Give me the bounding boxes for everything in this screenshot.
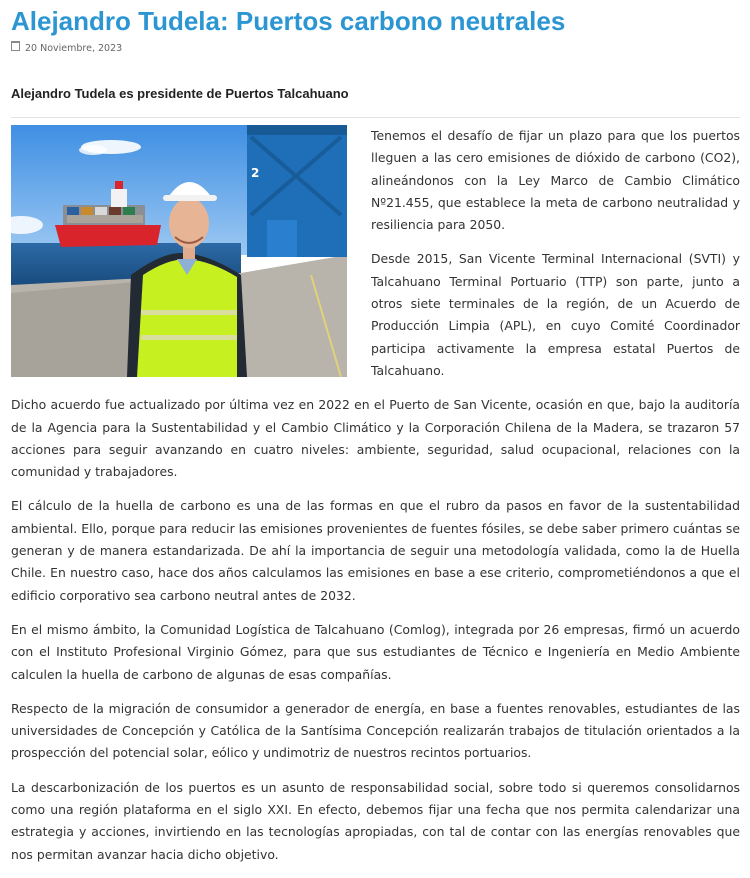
article-body [11,125,740,878]
paragraph: Respecto de la migración de consumidor a generador de energía, en base a fuentes renovables, estudiantes de las universidades de Concepción y Católica de la Santísima Concepción realizarán trabajos de titulación orientados a la prospección del potencial solar, eólico y undimotriz de nuestros recintos portuarios. [11,700,740,761]
article-title: Alejandro Tudela: Puertos carbono neutrales [11,6,566,36]
paragraph: Dicho acuerdo fue actualizado por última vez en 2022 en el Puerto de San Vicente, ocasión en que, bajo la auditoría de la Agencia para la Sustentabilidad y el Cambio Climático y la Corporación Chilena de la Madera, se trazaron 57 acciones para seguir avanzando en cuatro niveles: ambiente, seguridad, salud ocupacional, relaciones con la comunidad y trabajadores. [11,397,740,480]
photo-crane-number: 2 [251,166,260,180]
paragraph: En el mismo ámbito, la Comunidad Logística de Talcahuano (Comlog), integrada por 26 empresas, firmó un acuerdo con el Instituto Profesional Virginio Gómez, para que sus estudiantes de Técnico e Ingeniería en Medio Ambiente calculen la huella de carbono de algunas de esas compañías. [11,621,740,682]
paragraph: Tenemos el desafío de fijar un plazo para que los puertos lleguen a las cero emisiones de dióxido de carbono (CO2), alineándonos con la Ley Marco de Cambio Climático Nº21.455, que establece la meta de carbono neutralidad y resiliencia para 2050. [371,128,740,233]
paragraph: Desde 2015, San Vicente Terminal Internacional (SVTI) y Talcahuano Terminal Portuario (TTP) son parte, junto a otros siete terminales de la región, de un Acuerdo de Producción Limpia (APL), en cuyo Comité Coordinador participa activamente la empresa estatal Puertos de Talcahuano. [371,251,740,378]
article-meta [11,41,122,55]
article-date: 20 Noviembre, 2023 [25,43,123,54]
article-subtitle: Alejandro Tudela es presidente de Puertos Talcahuano [11,86,349,101]
photo-spacer [11,125,371,377]
paragraph: El cálculo de la huella de carbono es una de las formas en que el rubro da pasos en favor de la sustentabilidad ambiental. Ello, porque para reducir las emisiones provenientes de fuentes fósiles, se debe saber primero cuántas se generan y de manera estandarizada. De ahí la importancia de seguir una metodología validada, como la de Huella Chile. En nuestro caso, hace dos años calculamos las emisiones en base a ese criterio, comprometiéndonos a que el edificio corporativo sea carbono neutral antes de 2032. [11,498,740,603]
paragraph: La descarbonización de los puertos es un asunto de responsabilidad social, sobre todo si queremos consolidarnos como una región plataforma en el siglo XXI. En efecto, debemos fijar una fecha que nos permita calendarizar una estrategia y acciones, invirtiendo en las tecnologías apropiadas, con tal de contar con las energías renovables que nos permitan avanzar hacia dicho objetivo. [11,779,740,862]
calendar-icon [11,41,20,51]
divider [11,117,740,118]
